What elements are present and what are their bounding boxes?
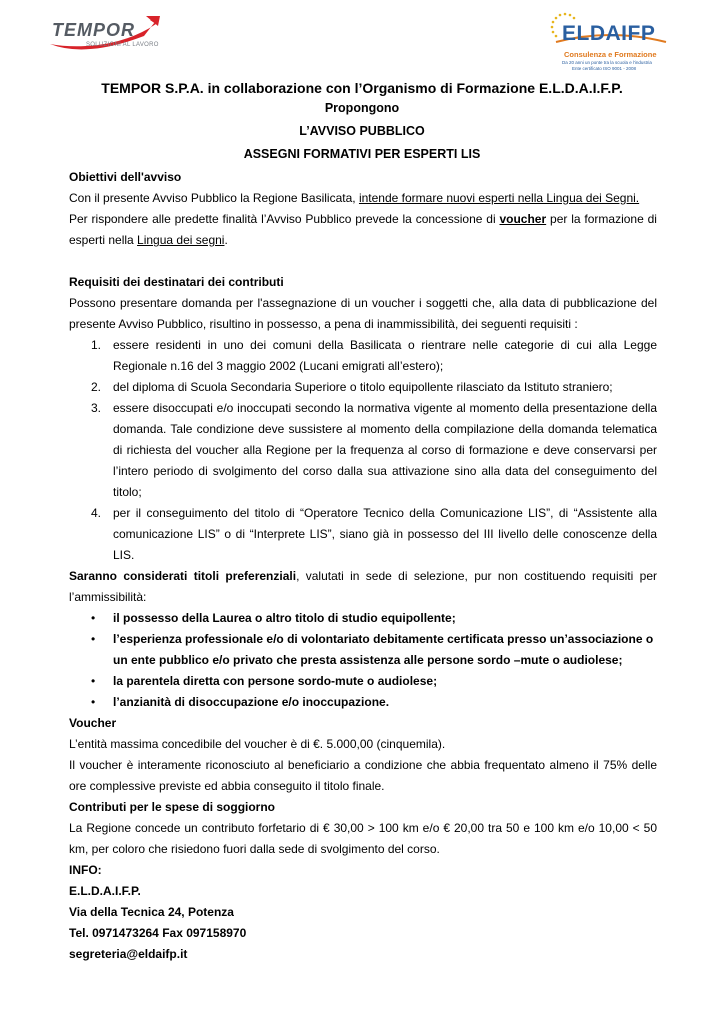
bullet-icon: • xyxy=(91,632,96,646)
section-heading-contributi: Contributi per le spese di soggiorno xyxy=(69,800,276,814)
eldaifp-subtitle: Consulenza e Formazione xyxy=(564,50,657,59)
list-number: 1. xyxy=(91,338,102,352)
list-item xyxy=(69,335,657,377)
section-heading-requisiti: Requisiti dei destinatari dei contributi xyxy=(69,275,284,289)
info-heading: INFO: xyxy=(69,863,102,877)
text-run: . xyxy=(224,233,228,247)
preferenziali-list xyxy=(69,608,657,713)
bullet-icon: • xyxy=(91,695,96,709)
section-heading-obiettivi: Obiettivi dell'avviso xyxy=(69,170,182,184)
info-organization: E.L.D.A.I.F.P. xyxy=(69,884,141,898)
eldaifp-tagline: Da 20 anni un ponte tra la scuola e l'industria xyxy=(562,60,652,65)
info-phone: Tel. 0971473264 Fax 097158970 xyxy=(69,926,247,940)
tempor-tagline: SOLUZIONI AL LAVORO xyxy=(86,42,159,48)
list-item-text: essere residenti in uno dei comuni della Basilicata o rientrare nelle categorie di cui alla Legge Regionale n.16 del 3 maggio 2002 (Lucani emigrati all’estero); xyxy=(113,338,657,373)
list-item-text: essere disoccupati e/o inoccupati secondo la normativa vigente al momento della presentazione della domanda. Tale condizione deve sussistere al momento della compilazione della domanda telematica di richiesta del voucher alla Regione per la frequenza al corso di formazione e deve conservarsi per l’intero periodo di svolgimento del corso dalla sua attivazione sino alla data del conseguimento del titolo; xyxy=(113,401,657,499)
list-item-text: la parentela diretta con persone sordo-mute o audiolese; xyxy=(113,674,438,688)
list-number: 2. xyxy=(91,380,102,394)
list-item xyxy=(69,377,657,398)
list-item xyxy=(69,608,657,629)
text-run: Per rispondere alle predette finalità l’Avviso Pubblico prevede la concessione di xyxy=(69,212,500,226)
paragraph-contributi: La Regione concede un contributo forfetario di € 30,00 > 100 km e/o € 20,00 tra 50 e 100 km e/o 10,00 < 50 km, per coloro che risiedono fuori dalla sede di svolgimento del corso. xyxy=(69,821,657,856)
underlined-text: Lingua dei segni xyxy=(137,233,225,247)
list-number: 3. xyxy=(91,401,102,415)
bold-text: Saranno considerati titoli preferenziali xyxy=(69,569,297,583)
list-item-text: del diploma di Scuola Secondaria Superiore o titolo equipollente rilasciato da Istituto straniero; xyxy=(113,380,613,394)
underlined-text: intende formare nuovi esperti nella Lingua dei Segni. xyxy=(358,191,640,205)
subtitle-avviso: L’AVVISO PUBBLICO xyxy=(299,124,425,138)
paragraph-requisiti-intro: Possono presentare domanda per l'assegnazione di un voucher i soggetti che, alla data di pubblicazione del presente Avviso Pubblico, risultino in possesso, a pena di inammissibilità, dei seguenti requisiti : xyxy=(69,296,657,331)
info-email[interactable]: segreteria@eldaifp.it xyxy=(69,947,188,961)
tempor-logo xyxy=(46,14,162,58)
list-item-text: l’esperienza professionale e/o di volontariato debitamente certificata presso un’associazione o un ente pubblico e/o privato che presta assistenza alle persone sordo –mute o audiolese; xyxy=(113,632,654,667)
bullet-icon: • xyxy=(91,674,96,688)
underlined-bold-text: voucher xyxy=(499,212,547,226)
list-item xyxy=(69,671,657,692)
main-title: TEMPOR S.P.A. in collaborazione con l’Organismo di Formazione E.L.D.A.I.F.P. xyxy=(101,80,623,96)
text-run: Con il presente Avviso Pubblico la Regione Basilicata, xyxy=(69,191,359,205)
eldaifp-certification: Ente certificato ISO 9001 - 2008 xyxy=(572,66,637,71)
subtitle-assegni: ASSEGNI FORMATIVI PER ESPERTI LIS xyxy=(243,147,481,161)
list-number: 4. xyxy=(91,506,102,520)
eldaifp-logo xyxy=(548,12,672,70)
subtitle-propongono: Propongono xyxy=(324,101,400,115)
list-item-text: per il conseguimento del titolo di “Operatore Tecnico della Comunicazione LIS”, di “Assistente alla comunicazione LIS” o di “Interprete LIS”, siano già in possesso del III livello delle conoscenze della LIS. xyxy=(113,506,657,562)
list-item-text: l’anzianità di disoccupazione e/o inoccupazione. xyxy=(113,695,390,709)
paragraph-obiettivi-1 xyxy=(69,188,657,209)
list-item-text: il possesso della Laurea o altro titolo di studio equipollente; xyxy=(113,611,456,625)
list-item xyxy=(69,629,657,671)
document-body xyxy=(69,167,657,965)
paragraph-voucher-1: L’entità massima concedibile del voucher è di €. 5.000,00 (cinquemila). xyxy=(69,737,446,751)
eldaifp-brand: ELDAIFP xyxy=(562,22,656,45)
text-run: , valutati in sede di selezione, pur non costituendo requisiti per l’ammissibilità: xyxy=(69,569,657,604)
paragraph-voucher-2: Il voucher è interamente riconosciuto al beneficiario a condizione che abbia frequentato almeno il 75% delle ore complessive previste ed abbia conseguito il titolo finale. xyxy=(69,758,657,793)
info-address: Via della Tecnica 24, Potenza xyxy=(69,905,234,919)
list-item xyxy=(69,398,657,503)
requisiti-list xyxy=(69,335,657,566)
list-item xyxy=(69,503,657,566)
tempor-brand: TEMPOR xyxy=(52,20,136,40)
list-item xyxy=(69,692,657,713)
text-run: per la formazione di esperti nella xyxy=(69,212,657,247)
section-heading-voucher: Voucher xyxy=(69,716,117,730)
paragraph-preferenziali xyxy=(69,566,657,608)
bullet-icon: • xyxy=(91,611,96,625)
paragraph-obiettivi-2 xyxy=(69,209,657,251)
